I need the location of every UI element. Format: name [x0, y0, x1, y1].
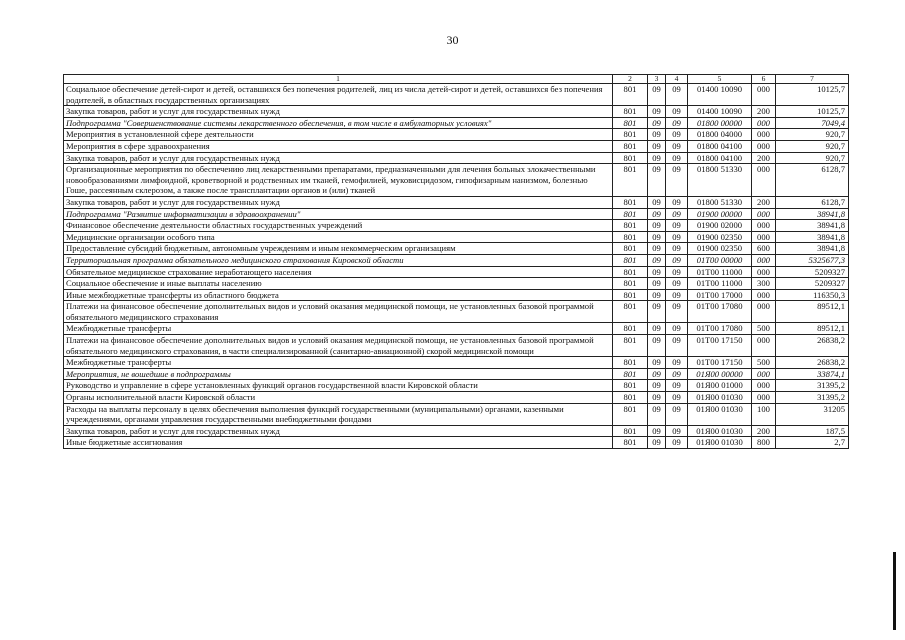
ministry-code-cell: 801 — [613, 208, 648, 220]
expense-type-cell: 000 — [752, 117, 776, 129]
page-number: 30 — [446, 33, 459, 47]
section-code-cell: 09 — [648, 220, 666, 232]
expense-type-cell: 600 — [752, 243, 776, 255]
expense-name-cell: Подпрограмма "Развитие информатизации в здравоохранении" — [64, 208, 613, 220]
column-header: 2 — [613, 75, 648, 84]
target-article-cell: 01400 10090 — [688, 106, 752, 118]
amount-cell: 920,7 — [776, 140, 849, 152]
subsection-code-cell: 09 — [666, 266, 688, 278]
expense-name-cell: Межбюджетные трансферты — [64, 357, 613, 369]
expense-name-cell: Территориальная программа обязательного медицинского страхования Кировской области — [64, 254, 613, 266]
expense-type-cell: 000 — [752, 301, 776, 323]
expense-type-cell: 000 — [752, 266, 776, 278]
expense-name-cell: Платежи на финансовое обеспечение дополнительных видов и условий оказания медицинской помощи, не установленных базовой программой обязательного медицинского страхования, в части специализированной (санитарно-авиационной) скорой медицинской помощи — [64, 335, 613, 357]
amount-cell: 89512,1 — [776, 301, 849, 323]
ministry-code-cell: 801 — [613, 129, 648, 141]
table-row — [64, 140, 849, 152]
section-code-cell: 09 — [648, 278, 666, 290]
amount-cell: 5209327 — [776, 266, 849, 278]
target-article-cell: 01Я00 01030 — [688, 425, 752, 437]
expense-name-cell: Закупка товаров, работ и услуг для государственных нужд — [64, 196, 613, 208]
section-code-cell: 09 — [648, 437, 666, 449]
ministry-code-cell: 801 — [613, 425, 648, 437]
ministry-code-cell: 801 — [613, 301, 648, 323]
subsection-code-cell: 09 — [666, 368, 688, 380]
amount-cell: 31205 — [776, 403, 849, 425]
section-code-cell: 09 — [648, 140, 666, 152]
subsection-code-cell: 09 — [666, 289, 688, 301]
section-code-cell: 09 — [648, 117, 666, 129]
subsection-code-cell: 09 — [666, 84, 688, 106]
section-code-cell: 09 — [648, 380, 666, 392]
table-row — [64, 278, 849, 290]
target-article-cell: 01Т00 17080 — [688, 301, 752, 323]
ministry-code-cell: 801 — [613, 335, 648, 357]
expense-name-cell: Социальное обеспечение детей-сирот и детей, оставшихся без попечения родителей, лиц из числа детей-сирот и детей, оставшихся без попечения родителей, в областных государственных организациях — [64, 84, 613, 106]
margin-bar — [893, 552, 896, 630]
target-article-cell: 01Т00 11000 — [688, 266, 752, 278]
ministry-code-cell: 801 — [613, 357, 648, 369]
column-header: 7 — [776, 75, 849, 84]
subsection-code-cell: 09 — [666, 323, 688, 335]
amount-cell: 2,7 — [776, 437, 849, 449]
section-code-cell: 09 — [648, 357, 666, 369]
expense-name-cell: Закупка товаров, работ и услуг для государственных нужд — [64, 152, 613, 164]
ministry-code-cell: 801 — [613, 152, 648, 164]
amount-cell: 89512,1 — [776, 323, 849, 335]
section-code-cell: 09 — [648, 301, 666, 323]
target-article-cell: 01Я00 01030 — [688, 392, 752, 404]
subsection-code-cell: 09 — [666, 243, 688, 255]
expense-type-cell: 200 — [752, 425, 776, 437]
table-row — [64, 437, 849, 449]
table-row — [64, 164, 849, 197]
table-row — [64, 380, 849, 392]
amount-cell: 38941,8 — [776, 231, 849, 243]
column-header: 5 — [688, 75, 752, 84]
column-header: 4 — [666, 75, 688, 84]
target-article-cell: 01800 04100 — [688, 152, 752, 164]
table-row — [64, 368, 849, 380]
table-row — [64, 231, 849, 243]
column-header: 6 — [752, 75, 776, 84]
table-row — [64, 289, 849, 301]
table-row — [64, 335, 849, 357]
section-code-cell: 09 — [648, 196, 666, 208]
table-row — [64, 323, 849, 335]
expense-type-cell: 100 — [752, 403, 776, 425]
ministry-code-cell: 801 — [613, 196, 648, 208]
expense-name-cell: Медицинские организации особого типа — [64, 231, 613, 243]
column-number-row — [64, 75, 849, 84]
ministry-code-cell: 801 — [613, 380, 648, 392]
target-article-cell: 01400 10090 — [688, 84, 752, 106]
ministry-code-cell: 801 — [613, 323, 648, 335]
target-article-cell: 01800 51330 — [688, 196, 752, 208]
expense-name-cell: Расходы на выплаты персоналу в целях обеспечения выполнения функций государственными (муниципальными) органами, казенными учреждениями, органами управления государственными внебюджетными фондами — [64, 403, 613, 425]
section-code-cell: 09 — [648, 335, 666, 357]
expense-type-cell: 000 — [752, 84, 776, 106]
expense-name-cell: Мероприятия, не вошедшие в подпрограммы — [64, 368, 613, 380]
section-code-cell: 09 — [648, 231, 666, 243]
table-row — [64, 117, 849, 129]
subsection-code-cell: 09 — [666, 231, 688, 243]
table-body — [64, 84, 849, 449]
table-row — [64, 392, 849, 404]
ministry-code-cell: 801 — [613, 117, 648, 129]
ministry-code-cell: 801 — [613, 403, 648, 425]
table-row — [64, 196, 849, 208]
table-row — [64, 84, 849, 106]
target-article-cell: 01Т00 11000 — [688, 278, 752, 290]
expense-name-cell: Финансовое обеспечение деятельности областных государственных учреждений — [64, 220, 613, 232]
amount-cell: 116350,3 — [776, 289, 849, 301]
subsection-code-cell: 09 — [666, 208, 688, 220]
table-row — [64, 266, 849, 278]
expense-type-cell: 000 — [752, 220, 776, 232]
subsection-code-cell: 09 — [666, 106, 688, 118]
expense-type-cell: 200 — [752, 106, 776, 118]
subsection-code-cell: 09 — [666, 301, 688, 323]
amount-cell: 7049,4 — [776, 117, 849, 129]
amount-cell: 31395,2 — [776, 392, 849, 404]
target-article-cell: 01900 02350 — [688, 243, 752, 255]
expense-type-cell: 500 — [752, 357, 776, 369]
amount-cell: 920,7 — [776, 129, 849, 141]
table-row — [64, 301, 849, 323]
table-row — [64, 220, 849, 232]
expense-type-cell: 000 — [752, 231, 776, 243]
expense-name-cell: Закупка товаров, работ и услуг для государственных нужд — [64, 106, 613, 118]
expense-name-cell: Предоставление субсидий бюджетным, автономным учреждениям и иным некоммерческим организациям — [64, 243, 613, 255]
target-article-cell: 01800 04000 — [688, 129, 752, 141]
subsection-code-cell: 09 — [666, 129, 688, 141]
target-article-cell: 01900 00000 — [688, 208, 752, 220]
target-article-cell: 01Т00 17150 — [688, 357, 752, 369]
section-code-cell: 09 — [648, 368, 666, 380]
expense-name-cell: Органы исполнительной власти Кировской области — [64, 392, 613, 404]
expense-type-cell: 000 — [752, 140, 776, 152]
expense-name-cell: Закупка товаров, работ и услуг для государственных нужд — [64, 425, 613, 437]
ministry-code-cell: 801 — [613, 220, 648, 232]
amount-cell: 33874,1 — [776, 368, 849, 380]
subsection-code-cell: 09 — [666, 117, 688, 129]
expense-name-cell: Руководство и управление в сфере установленных функций органов государственной власти Кировской области — [64, 380, 613, 392]
ministry-code-cell: 801 — [613, 368, 648, 380]
ministry-code-cell: 801 — [613, 289, 648, 301]
subsection-code-cell: 09 — [666, 392, 688, 404]
expense-type-cell: 000 — [752, 289, 776, 301]
target-article-cell: 01Я00 00000 — [688, 368, 752, 380]
target-article-cell: 01900 02000 — [688, 220, 752, 232]
expense-type-cell: 000 — [752, 335, 776, 357]
subsection-code-cell: 09 — [666, 357, 688, 369]
ministry-code-cell: 801 — [613, 164, 648, 197]
table-row — [64, 403, 849, 425]
amount-cell: 6128,7 — [776, 164, 849, 197]
amount-cell: 31395,2 — [776, 380, 849, 392]
expense-type-cell: 200 — [752, 196, 776, 208]
target-article-cell: 01800 04100 — [688, 140, 752, 152]
column-header: 3 — [648, 75, 666, 84]
ministry-code-cell: 801 — [613, 106, 648, 118]
amount-cell: 10125,7 — [776, 84, 849, 106]
subsection-code-cell: 09 — [666, 164, 688, 197]
expense-name-cell: Межбюджетные трансферты — [64, 323, 613, 335]
section-code-cell: 09 — [648, 129, 666, 141]
target-article-cell: 01Т00 17080 — [688, 323, 752, 335]
ministry-code-cell: 801 — [613, 231, 648, 243]
expense-name-cell: Организационные мероприятия по обеспечению лиц лекарственными препаратами, предназначенными для лечения больных злокачественными новообразованиями лимфоидной, кроветворной и родственных им тканей, гемофилией, муковисцидозом, гипофизарным нанизмом, болезнью Гоше, рассеянным склерозом, а также после трансплантации органов и (или) тканей — [64, 164, 613, 197]
section-code-cell: 09 — [648, 254, 666, 266]
table-row — [64, 254, 849, 266]
amount-cell: 920,7 — [776, 152, 849, 164]
section-code-cell: 09 — [648, 243, 666, 255]
expense-type-cell: 200 — [752, 152, 776, 164]
target-article-cell: 01Я00 01030 — [688, 437, 752, 449]
subsection-code-cell: 09 — [666, 140, 688, 152]
section-code-cell: 09 — [648, 152, 666, 164]
expense-type-cell: 000 — [752, 164, 776, 197]
section-code-cell: 09 — [648, 106, 666, 118]
section-code-cell: 09 — [648, 164, 666, 197]
table-row — [64, 208, 849, 220]
expense-name-cell: Платежи на финансовое обеспечение дополнительных видов и условий оказания медицинской помощи, не установленных базовой программой обязательного медицинского страхования — [64, 301, 613, 323]
table-row — [64, 425, 849, 437]
amount-cell: 26838,2 — [776, 335, 849, 357]
budget-table — [63, 74, 849, 449]
column-header: 1 — [64, 75, 613, 84]
table-row — [64, 152, 849, 164]
target-article-cell: 01Я00 01000 — [688, 380, 752, 392]
ministry-code-cell: 801 — [613, 140, 648, 152]
expense-name-cell: Иные межбюджетные трансферты из областного бюджета — [64, 289, 613, 301]
subsection-code-cell: 09 — [666, 254, 688, 266]
expense-name-cell: Обязательное медицинское страхование неработающего населения — [64, 266, 613, 278]
expense-type-cell: 000 — [752, 380, 776, 392]
expense-type-cell: 000 — [752, 129, 776, 141]
subsection-code-cell: 09 — [666, 335, 688, 357]
target-article-cell: 01Т00 00000 — [688, 254, 752, 266]
subsection-code-cell: 09 — [666, 152, 688, 164]
subsection-code-cell: 09 — [666, 403, 688, 425]
ministry-code-cell: 801 — [613, 266, 648, 278]
section-code-cell: 09 — [648, 208, 666, 220]
expense-type-cell: 000 — [752, 392, 776, 404]
expense-type-cell: 000 — [752, 208, 776, 220]
section-code-cell: 09 — [648, 323, 666, 335]
target-article-cell: 01800 00000 — [688, 117, 752, 129]
table-row — [64, 106, 849, 118]
ministry-code-cell: 801 — [613, 254, 648, 266]
ministry-code-cell: 801 — [613, 278, 648, 290]
expense-type-cell: 000 — [752, 254, 776, 266]
section-code-cell: 09 — [648, 84, 666, 106]
subsection-code-cell: 09 — [666, 220, 688, 232]
target-article-cell: 01Т00 17000 — [688, 289, 752, 301]
expense-name-cell: Социальное обеспечение и иные выплаты населению — [64, 278, 613, 290]
subsection-code-cell: 09 — [666, 380, 688, 392]
expense-name-cell: Подпрограмма "Совершенствование системы лекарственного обеспечения, в том числе в амбулаторных условиях" — [64, 117, 613, 129]
amount-cell: 10125,7 — [776, 106, 849, 118]
ministry-code-cell: 801 — [613, 243, 648, 255]
amount-cell: 38941,8 — [776, 208, 849, 220]
expense-type-cell: 300 — [752, 278, 776, 290]
ministry-code-cell: 801 — [613, 437, 648, 449]
target-article-cell: 01800 51330 — [688, 164, 752, 197]
subsection-code-cell: 09 — [666, 196, 688, 208]
table-row — [64, 357, 849, 369]
amount-cell: 5209327 — [776, 278, 849, 290]
subsection-code-cell: 09 — [666, 278, 688, 290]
amount-cell: 26838,2 — [776, 357, 849, 369]
table-row — [64, 243, 849, 255]
table-row — [64, 129, 849, 141]
subsection-code-cell: 09 — [666, 437, 688, 449]
target-article-cell: 01Т00 17150 — [688, 335, 752, 357]
section-code-cell: 09 — [648, 289, 666, 301]
amount-cell: 38941,8 — [776, 220, 849, 232]
ministry-code-cell: 801 — [613, 84, 648, 106]
amount-cell: 6128,7 — [776, 196, 849, 208]
amount-cell: 5325677,3 — [776, 254, 849, 266]
target-article-cell: 01900 02350 — [688, 231, 752, 243]
subsection-code-cell: 09 — [666, 425, 688, 437]
expense-name-cell: Мероприятия в установленной сфере деятельности — [64, 129, 613, 141]
expense-type-cell: 800 — [752, 437, 776, 449]
section-code-cell: 09 — [648, 392, 666, 404]
expense-name-cell: Иные бюджетные ассигнования — [64, 437, 613, 449]
amount-cell: 187,5 — [776, 425, 849, 437]
ministry-code-cell: 801 — [613, 392, 648, 404]
section-code-cell: 09 — [648, 266, 666, 278]
section-code-cell: 09 — [648, 425, 666, 437]
amount-cell: 38941,8 — [776, 243, 849, 255]
expense-name-cell: Мероприятия в сфере здравоохранения — [64, 140, 613, 152]
section-code-cell: 09 — [648, 403, 666, 425]
target-article-cell: 01Я00 01030 — [688, 403, 752, 425]
expense-type-cell: 500 — [752, 323, 776, 335]
expense-type-cell: 000 — [752, 368, 776, 380]
